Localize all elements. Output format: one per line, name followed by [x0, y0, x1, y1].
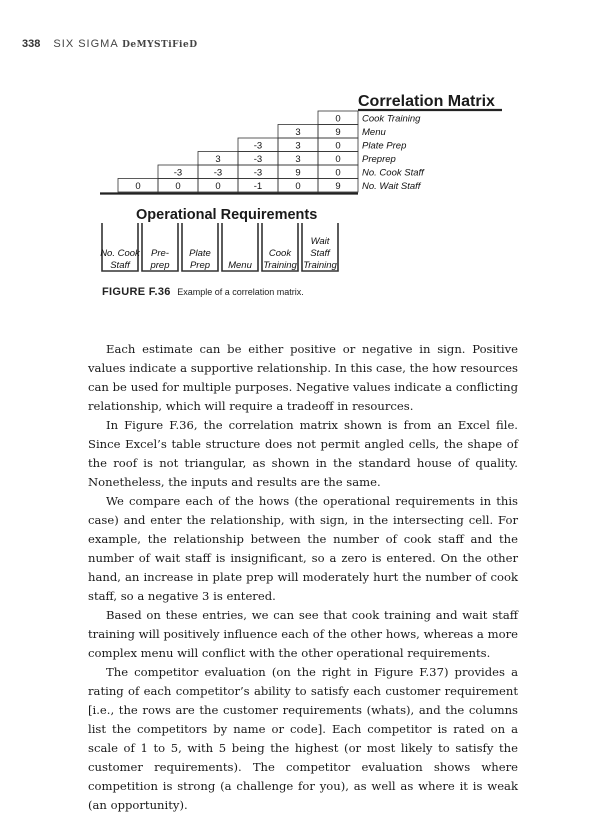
book-title	[53, 38, 197, 50]
matrix-value: 3	[295, 126, 301, 138]
page-number: 338	[22, 38, 41, 50]
matrix-value: 0	[335, 140, 341, 152]
column-header-text: Plate	[189, 248, 211, 259]
column-header-text: prep	[150, 260, 170, 271]
body-text	[88, 340, 518, 815]
paragraph: Each estimate can be either positive or negative in sign. Positive values indicate a supportive relationship. In this case, the how resources can be used for multiple purposes. Negative values indicate a conflicting relationship, which will require a tradeoff in resources.	[88, 342, 518, 413]
matrix-value: -3	[253, 167, 263, 179]
row-label: Preprep	[362, 153, 396, 165]
matrix-value: 9	[335, 180, 341, 192]
matrix-title: Correlation Matrix	[358, 93, 495, 110]
matrix-value: 3	[295, 140, 301, 152]
matrix-value: 3	[295, 153, 301, 165]
paragraph: The competitor evaluation (on the right in Figure F.37) provides a rating of each competitor’s ability to satisfy each customer requirement [i.e., the rows are the customer requirements (whats), and the columns list the competitors by name or code]. Each competitor is rated on a scale of 1 to 5, with 5 being the highest (or most likely to satisfy the customer requirements). The competitor evaluation shows where competition is strong (a challenge for you), as well as where it is weak (an opportunity).	[88, 665, 518, 812]
paragraph: We compare each of the hows (the operational requirements in this case) and enter the relationship, with sign, in the intersecting cell. For example, the relationship between the number of cook staff and the number of wait staff is insignificant, so a zero is entered. On the other hand, an increase in plate prep will moderately hurt the number of cook staff, so a negative 3 is entered.	[88, 494, 518, 603]
column-headers	[100, 223, 338, 271]
matrix-value: 0	[295, 180, 301, 192]
matrix-value: -1	[253, 180, 263, 192]
matrix-grid	[100, 111, 358, 194]
matrix-value: 3	[215, 153, 221, 165]
caption-text: Example of a correlation matrix.	[177, 287, 304, 297]
section-title: Operational Requirements	[136, 207, 318, 223]
running-header	[22, 38, 198, 50]
matrix-value: 0	[335, 153, 341, 165]
book-title-suffix: DeMYSTiFieD	[122, 40, 198, 50]
caption-label: FIGURE F.36	[102, 286, 171, 298]
matrix-value: -3	[213, 167, 223, 179]
matrix-value: 0	[335, 113, 341, 125]
correlation-matrix-figure	[100, 86, 520, 276]
row-labels	[362, 113, 425, 192]
matrix-value: 9	[335, 126, 341, 138]
row-label: No. Cook Staff	[362, 167, 424, 179]
figure-caption	[102, 286, 304, 298]
column-header-text: Cook	[268, 248, 292, 259]
book-title-main: SIX SIGMA	[53, 38, 119, 50]
matrix-value: 0	[335, 167, 341, 179]
paragraph: In Figure F.36, the correlation matrix shown is from an Excel file. Since Excel’s table structure does not permit angled cells, the shape of the roof is not triangular, as shown in the standard house of quality. Nonetheless, the inputs and results are the same.	[88, 418, 518, 489]
row-label: Plate Prep	[362, 140, 407, 152]
column-header-text: Pre-	[151, 248, 169, 259]
column-header-text: No. Cook	[100, 248, 140, 259]
matrix-value: -3	[253, 140, 263, 152]
matrix-value: 9	[295, 167, 301, 179]
column-header-text: Wait	[310, 236, 330, 247]
matrix-value: 0	[175, 180, 181, 192]
paragraph: Based on these entries, we can see that cook training and wait staff training will positively influence each of the other hows, whereas a more complex menu will conflict with the other operational requirements.	[88, 608, 518, 660]
column-header-text: Training	[303, 260, 337, 271]
row-label: Menu	[362, 126, 386, 138]
column-header-text: Menu	[228, 260, 252, 271]
matrix-value: 0	[135, 180, 141, 192]
matrix-value: -3	[173, 167, 183, 179]
matrix-value: 0	[215, 180, 221, 192]
column-header-text: Prep	[189, 260, 211, 271]
column-header-text: Training	[263, 260, 297, 271]
column-header-text: Staff	[110, 260, 130, 271]
row-label: No. Wait Staff	[362, 180, 421, 192]
row-label: Cook Training	[362, 113, 421, 125]
column-header-text: Staff	[310, 248, 330, 259]
matrix-value: -3	[253, 153, 263, 165]
